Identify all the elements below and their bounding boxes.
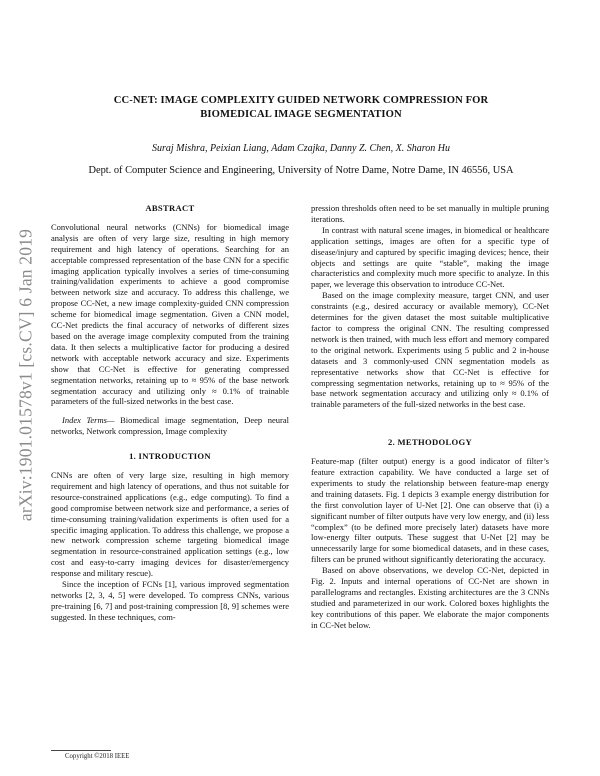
abstract-text: Convolutional neural networks (CNNs) for biomedical image analysis are often of very large size, resulting in high memory requirement and high latency of operations. Searching for an acceptable compressed representation of the base CNN for a specific imaging application typically involves a series of time-consuming training/validation experiments to achieve a good compromise between network size and accuracy. To address this challenge, we propose CC-Net, a new image complexity-guided CNN compression scheme for biomedical image segmentation. Given a CNN model, CC-Net predicts the final accuracy of networks of different sizes based on the average image complexity computed from the training data. It then selects a multiplicative factor for producing a desired network with acceptable network accuracy and size. Experiments show that CC-Net is effective for generating compressed segmentation networks, retaining up to ≈ 95% of the base network segmentation accuracy and utilizing only ≈ 0.1% of trainable parameters of the full-sized networks in the best case.	[51, 221, 289, 407]
right-paragraph-1: In contrast with natural scene images, in biomedical or healthcare application settings, images are often for a specific type of disease/injury and captured by specific imaging devices; hence, their objects and settings are quite “stable”, making the image characteristics and complexity much more specific to analyze. In this paper, we leverage this observation to introduce CC-Net.	[311, 224, 549, 290]
index-terms	[51, 415, 289, 437]
paper-title: CC-NET: IMAGE COMPLEXITY GUIDED NETWORK COMPRESSION FOR BIOMEDICAL IMAGE SEGMENTATION	[113, 95, 489, 120]
introduction-paragraph-1: CNNs are often of very large size, resulting in high memory requirement and high latency of operations, and thus not suitable for resource-constrained applications (e.g., edge computing). To find a good compromise between network size and performance, a series of time-consuming training/validation experiments is often used for a specific imaging application. To address this challenge, we propose a new network compression scheme targeting biomedical image segmentation in resource-constrained application settings (e.g., low cost and easy-to-carry imaging devices for disaster/emergency response and military rescue).	[51, 470, 289, 579]
index-terms-label: Index Terms—	[62, 415, 115, 426]
introduction-paragraph-2: Since the inception of FCNs [1], various improved segmentation networks [2, 3, 4, 5] were developed. To compress CNNs, various pre-training [6, 7] and post-training compression [8, 9] schemes were suggested. In these techniques, com-	[51, 579, 289, 622]
affiliation: Dept. of Computer Science and Engineering, University of Notre Dame, Notre Dame, IN 46556, USA	[88, 165, 514, 176]
right-column	[311, 203, 549, 631]
arxiv-stamp-text: arXiv:1901.01578v1 [cs.CV] 6 Jan 2019	[15, 228, 36, 522]
footnote-rule	[51, 750, 111, 751]
copyright-notice: Copyright ©2018 IEEE	[65, 753, 130, 760]
methodology-paragraph-2: Based on above observations, we develop CC-Net, depicted in Fig. 2. Inputs and internal operations of CC-Net are shown in parallelograms and rectangles. Existing architectures are the 3 CNNs studied and parameterized in our work. Colored boxes highlights the key contributions of this paper. We elaborate the major components in CC-Net below.	[311, 565, 549, 630]
methodology-heading: 2. METHODOLOGY	[388, 437, 472, 448]
index-terms-text: Biomedical image segmentation, Deep neural networks, Network compression, Image complexity	[51, 415, 289, 437]
methodology-paragraph-1: Feature-map (filter output) energy is a good indicator of filter’s feature extraction capability. We have conducted a large set of experiments to study the relationship between feature-map energy and training datasets. Fig. 1 depicts 3 example energy distribution for the first convolution layer of U-Net [2]. One can observe that (i) a significant number of filter outputs have very low energy, and (ii) less “complex” (to be defined more precisely later) datasets have more low-energy filter outputs. These suggest that U-Net [2] may be unnecessarily large for some biomedical datasets, and in these cases, filters can be pruned without significantly deteriorating the accuracy.	[311, 456, 549, 565]
abstract-heading: ABSTRACT	[145, 203, 195, 213]
author-list: Suraj Mishra, Peixian Liang, Adam Czajka, Danny Z. Chen, X. Sharon Hu	[151, 143, 451, 154]
right-paragraph-0: pression thresholds often need to be set manually in multiple pruning iterations.	[311, 203, 549, 224]
left-column	[51, 203, 289, 623]
right-paragraph-2: Based on the image complexity measure, target CNN, and user constraints (e.g., desired accuracy or available memory), CC-Net determines for the given dataset the most suitable multiplicative factor to compress the original CNN. The resulting compressed network is then trained, with much less effort and memory compared to the original network. Experiments using 5 public and 2 in-house datasets and 3 commonly-used CNN segmentation models as representative networks show that CC-Net is effective for compressing segmentation networks, retaining up to ≈ 95% of the base network segmentation accuracy and utilizing only ≈ 0.1% of trainable parameters of the full-sized networks in the best case.	[311, 290, 549, 410]
introduction-heading: 1. INTRODUCTION	[129, 451, 211, 462]
arxiv-stamp	[12, 200, 40, 550]
